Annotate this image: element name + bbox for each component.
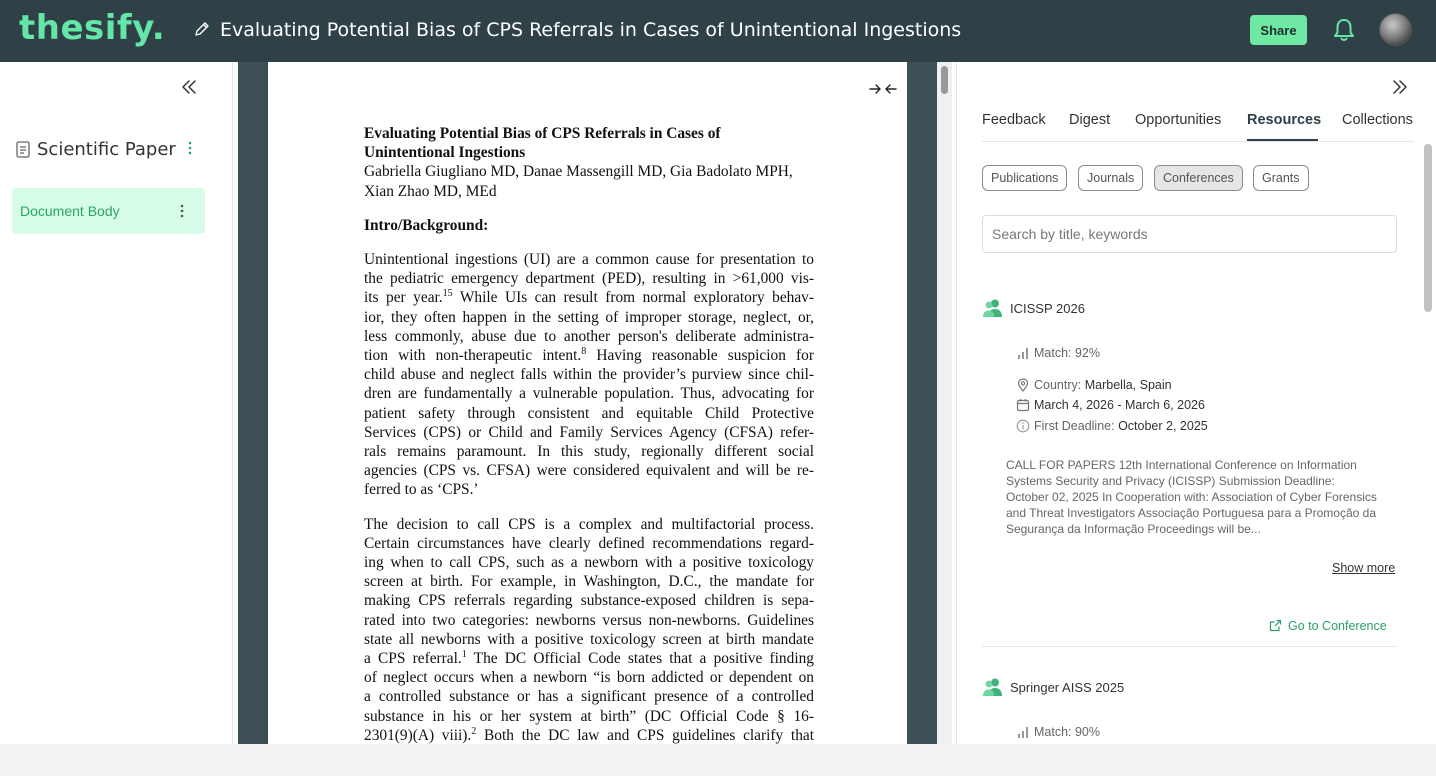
project-title: Scientific Paper <box>37 139 176 160</box>
paragraph-1: Unintentional ingestions (UI) are a common cause for presentation to the pediatric emergency department (PED), resulting in >61,000 vis- its per year.$^{15}$ While UIs can result from normal exploratory behav- ior, they often happen in the setting of improper storage, neglect, or, less commonly, abuse due to another person's deliberate administra- tion with non-therapeutic intent.$^8$ Having reasonable suspicion for child abuse and neglect falls within the provider’s purview since chil- dren are fundamentally a vulnerable population. Thus, advocating for patient safety through consistent and equitable Child Protective Services (CPS) or Child and Family Services Agency (CFSA) refer- rals remains paramount. In this study, regionally different social agencies (CPS vs. CFSA) were considered equivalent and will be re- ferred to as ‘CPS.’ <box>364 251 814 499</box>
fit-width-icon[interactable] <box>869 82 897 96</box>
filter-conferences[interactable]: Conferences <box>1154 165 1243 191</box>
show-more-link[interactable]: Show more <box>1332 561 1396 575</box>
filter-grants[interactable]: Grants <box>1253 165 1309 191</box>
pencil-icon[interactable] <box>194 21 210 37</box>
document-viewer[interactable] <box>238 62 937 744</box>
user-avatar[interactable] <box>1379 13 1412 46</box>
collapse-left-icon[interactable] <box>180 79 198 95</box>
location-pin-icon <box>1016 378 1030 392</box>
panel-scrollbar-thumb[interactable] <box>1424 144 1432 312</box>
filter-publications[interactable]: Publications <box>982 165 1067 191</box>
active-tab-indicator <box>1247 139 1318 141</box>
conference-card: Springer AISS 2025 Match: 90% <box>982 677 1397 744</box>
panel-tabs <box>982 112 1414 142</box>
document-page[interactable] <box>268 62 907 744</box>
bell-icon[interactable] <box>1332 17 1356 43</box>
tab-opportunities[interactable]: Opportunities <box>1135 112 1222 128</box>
project-menu-icon[interactable] <box>186 140 194 156</box>
top-bar <box>0 0 1436 62</box>
people-icon <box>982 298 1004 318</box>
thesify-logo[interactable]: thesify. <box>19 8 166 48</box>
bar-chart-icon <box>1016 346 1030 360</box>
document-scrollbar[interactable] <box>937 62 952 744</box>
calendar-icon <box>1016 398 1030 412</box>
paper-authors: Gabriella Giugliano MD, Danae Massengill MD, Gia Badolato MPH, Xian Zhao MD, MEd <box>364 163 793 200</box>
window-bottom-strip <box>0 744 1436 776</box>
conference-card: ICISSP 2026 Match: 92% Country: Marbella, Spain March 4, 2026 - March 6, 2026 First Deadline: October 2, 2025 CALL FOR PAPERS 12th International Conference on Information Systems Security and Privacy (ICISSP) Submission Deadline: October 02, 2025 In Cooperation with: Association of Cyber Forensics and Threat Investigators Associação Portuguesa para a Promoção da Segurança da Informação Proceedings will be... Show more Go to Conference <box>982 298 1397 648</box>
document-title[interactable]: Evaluating Potential Bias of CPS Referrals in Cases of Unintentional Ingestions <box>220 19 962 41</box>
external-link-icon <box>1269 619 1282 632</box>
paper-content <box>364 124 814 744</box>
document-icon <box>16 141 30 158</box>
tab-feedback[interactable]: Feedback <box>982 112 1046 128</box>
collapse-right-icon[interactable] <box>1391 79 1409 95</box>
paragraph-2: The decision to call CPS is a complex and multifactorial process. Certain circumstances have clearly defined recommendations regard- ing when to call CPS, such as a newborn with a positive toxicology screen at birth. For example, in Washington, D.C., the mandate for making CPS referrals regarding substance-exposed children is sepa- rated into two categories: newborns versus non-newborns. Guidelines state all newborns with a positive toxicology screen at birth mandate a CPS referral.$^1$ The DC Official Code states that a positive finding of neglect occurs when a newborn “is born addicted or dependent on a controlled substance or has a significant presence of a controlled substance in his or her system at birth” (DC Official Code § 16- 2301(9)(A) viii).$^2$ Both the DC law and CPS guidelines clarify that <box>364 515 815 744</box>
item-menu-icon[interactable] <box>178 203 186 219</box>
bar-chart-icon <box>1016 725 1030 739</box>
share-button[interactable]: Share <box>1250 15 1307 45</box>
conference-name: Springer AISS 2025 <box>1010 680 1125 695</box>
tab-collections[interactable]: Collections <box>1342 112 1413 128</box>
conference-name: ICISSP 2026 <box>1010 301 1085 316</box>
conference-description: CALL FOR PAPERS 12th International Conference on Information Systems Security and Privacy (ICISSP) Submission Deadline: October 02, 2025 In Cooperation with: Association of Cyber Forensics and Threat Investigators Associação Portuguesa para a Promoção da Segurança da Informação Proceedings will be... <box>1006 458 1377 536</box>
card-divider <box>982 646 1397 647</box>
panel-scrollbar[interactable] <box>1424 144 1432 744</box>
resource-search-input[interactable] <box>982 215 1397 253</box>
people-icon <box>982 677 1004 697</box>
tab-digest[interactable]: Digest <box>1069 112 1111 128</box>
section-heading: Intro/Background: <box>364 216 489 234</box>
right-panel <box>956 62 1436 744</box>
tab-resources[interactable]: Resources <box>1247 112 1322 128</box>
document-scrollbar-thumb[interactable] <box>941 66 948 94</box>
left-sidebar <box>0 62 233 744</box>
sidebar-item-document-body[interactable] <box>12 188 205 234</box>
filter-journals[interactable]: Journals <box>1078 165 1143 191</box>
sidebar-item-label: Document Body <box>20 203 120 219</box>
info-icon <box>1016 419 1030 433</box>
paper-title: Evaluating Potential Bias of CPS Referrals in Cases of Unintentional Ingestions <box>364 125 721 162</box>
